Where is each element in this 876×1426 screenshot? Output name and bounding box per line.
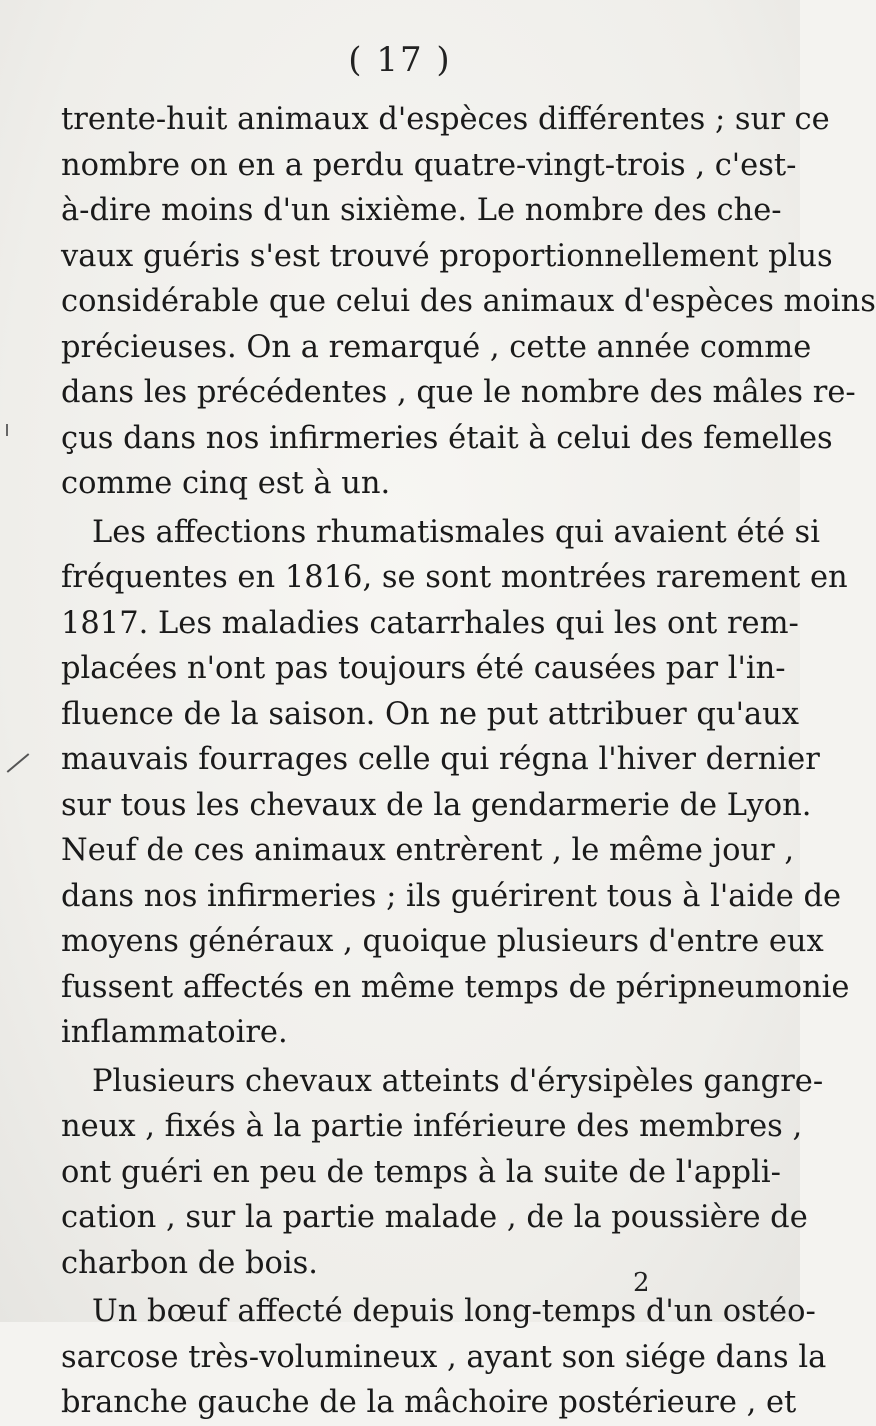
text-line: cation , sur la partie malade , de la poussière de [61, 1200, 808, 1235]
text-line: charbon de bois. [61, 1245, 318, 1281]
text-line: considérable que celui des animaux d'espèces moins [61, 284, 876, 319]
text-line: dans les précédentes , que le nombre des mâles re- [61, 375, 856, 410]
body-text [61, 97, 876, 1426]
text-line: branche gauche de la mâchoire postérieure , et [61, 1385, 797, 1420]
text-line: Neuf de ces animaux entrèrent , le même jour , [61, 833, 795, 868]
text-line: dans nos infirmeries ; ils guérirent tous à l'aide de [61, 878, 842, 914]
margin-pencil-mark [7, 753, 30, 773]
margin-tick-mark [6, 424, 8, 436]
text-line: à-dire moins d'un sixième. Le nombre des che- [61, 193, 782, 228]
text-line: neux , fixés à la partie inférieure des membres , [61, 1109, 803, 1144]
text-line: inflammatoire. [61, 1015, 288, 1050]
text-line: trente-huit animaux d'espèces différentes ; sur ce [61, 102, 830, 137]
text-line: mauvais fourrages celle qui régna l'hiver dernier [61, 742, 820, 777]
text-line: sur tous les chevaux de la gendarmerie de Lyon. [61, 787, 812, 823]
text-line: moyens généraux , quoique plusieurs d'entre eux [61, 924, 824, 959]
text-line: 1817. Les maladies catarrhales qui les ont rem- [61, 605, 799, 641]
text-line: comme cinq est à un. [61, 466, 391, 501]
text-line: fréquentes en 1816, se sont montrées rarement en [61, 560, 848, 595]
text-line: précieuses. On a remarqué , cette année comme [61, 329, 812, 365]
text-line: nombre on en a perdu quatre-vingt-trois , c'est- [61, 147, 797, 183]
text-line: placées n'ont pas toujours été causées par l'in- [61, 651, 786, 686]
text-line: sarcose très-volumineux , ayant son siége dans la [61, 1339, 827, 1375]
signature-mark: 2 [633, 1268, 650, 1298]
text-line: Les affections rhumatismales qui avaient été si [92, 514, 820, 550]
text-line: çus dans nos infirmeries était à celui des femelles [61, 420, 833, 456]
text-line: ont guéri en peu de temps à la suite de l'appli- [61, 1154, 781, 1190]
text-line: Plusieurs chevaux atteints d'érysipèles gangre- [92, 1063, 824, 1099]
text-line: fluence de la saison. On ne put attribuer qu'aux [61, 696, 800, 732]
text-line: Un bœuf affecté depuis long-temps d'un ostéo- [92, 1294, 816, 1329]
page-number: ( 17 ) [348, 40, 452, 80]
text-line: vaux guéris s'est trouvé proportionnellement plus [61, 238, 833, 274]
text-line: fussent affectés en même temps de péripneumonie [61, 969, 850, 1005]
